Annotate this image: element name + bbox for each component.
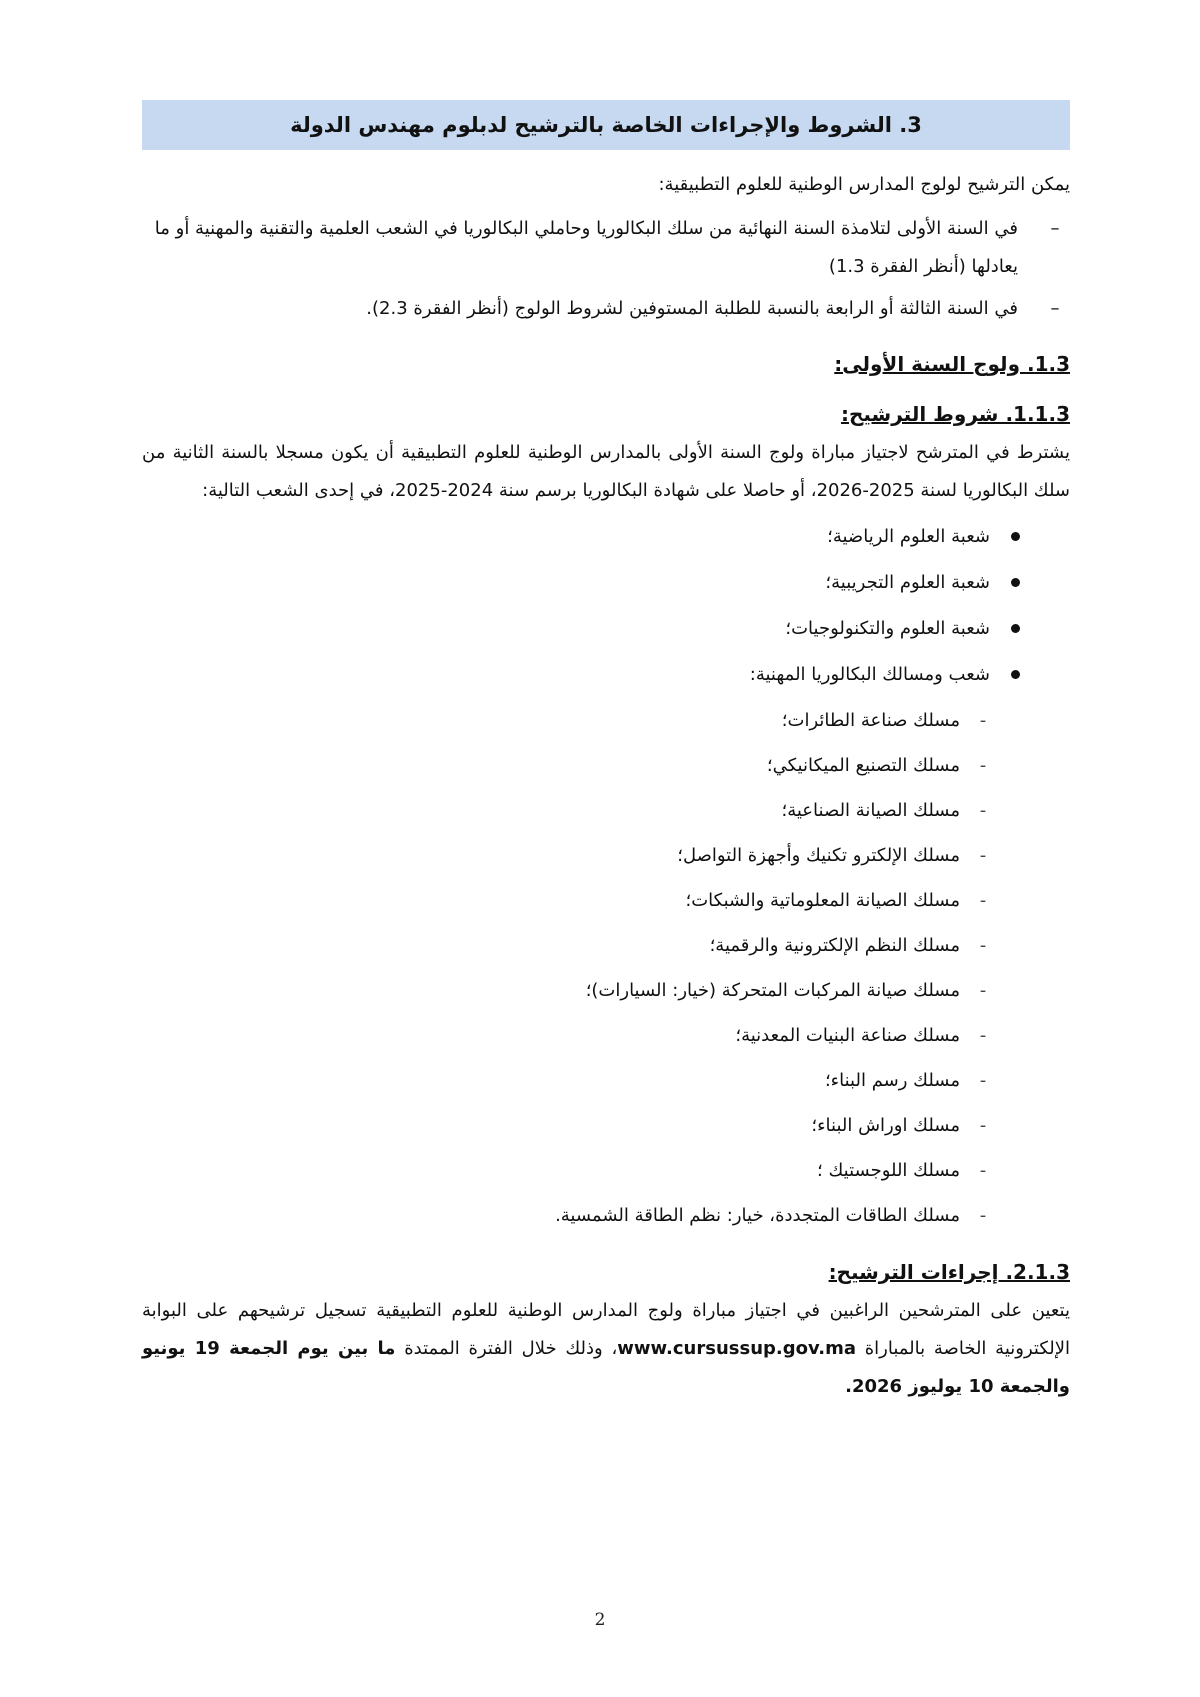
list-item <box>142 968 1070 1013</box>
bullet-dot-icon <box>1011 670 1020 679</box>
list-item-text: مسلك صناعة البنيات المعدنية؛ <box>735 1025 960 1046</box>
procedures-text-continued: ، وذلك خلال الفترة الممتدة <box>395 1338 618 1359</box>
list-item-text: مسلك التصنيع الميكانيكي؛ <box>766 755 960 776</box>
list-item <box>142 514 1070 560</box>
list-item <box>142 923 1070 968</box>
list-item <box>142 833 1070 878</box>
list-item-text: مسلك الإلكترو تكنيك وأجهزة التواصل؛ <box>677 845 960 866</box>
list-item <box>142 560 1070 606</box>
list-item <box>142 698 1070 743</box>
list-item <box>142 652 1070 698</box>
list-item-text: شعب ومسالك البكالوريا المهنية: <box>749 664 990 685</box>
dash-marker: - <box>979 800 987 821</box>
bullet-dot-icon <box>1011 532 1020 541</box>
dash-marker: - <box>979 755 987 776</box>
dash-marker: - <box>979 1205 987 1226</box>
dash-marker: - <box>979 1160 987 1181</box>
registration-period: ما بين يوم الجمعة 19 يونيو والجمعة 10 يوليوز 2026. <box>142 1338 1070 1397</box>
list-item-text: مسلك النظم الإلكترونية والرقمية؛ <box>709 935 960 956</box>
heading-1-3: 1.3. ولوج السنة الأولى: <box>834 352 1070 376</box>
intro-paragraph: يمكن الترشيح لولوج المدارس الوطنية للعلوم التطبيقية: <box>658 174 1070 195</box>
list-item <box>142 1193 1070 1238</box>
conditions-paragraph: يشترط في المترشح لاجتياز مباراة ولوج السنة الأولى بالمدارس الوطنية للعلوم التطبيقية أن يكون مسجلا بالسنة الثانية من سلك البكالوريا لسنة 2025-2026، أو حاصلا على شهادة البكالوريا برسم سنة 2024-2025، في إحدى الشعب التالية: <box>142 442 1070 501</box>
dash-marker: - <box>979 890 987 911</box>
list-item-text: مسلك اللوجستيك ؛ <box>817 1160 960 1181</box>
list-item <box>142 1058 1070 1103</box>
dash-marker: - <box>979 845 987 866</box>
list-item <box>142 606 1070 652</box>
list-item-text: مسلك الطاقات المتجددة، خيار: نظم الطاقة الشمسية. <box>555 1205 960 1226</box>
dash-marker: – <box>1050 218 1060 239</box>
list-item-text: مسلك اوراش البناء؛ <box>811 1115 960 1136</box>
heading-2-1-3: 2.1.3. إجراءات الترشيح: <box>828 1260 1070 1284</box>
list-item-text: شعبة العلوم الرياضية؛ <box>827 526 990 547</box>
list-item <box>142 878 1070 923</box>
list-item <box>142 1103 1070 1148</box>
list-item <box>142 743 1070 788</box>
page-number: 2 <box>594 1610 606 1630</box>
professional-tracks-list <box>142 698 1070 1238</box>
dash-marker: - <box>979 980 987 1001</box>
list-item-text: مسلك رسم البناء؛ <box>824 1070 960 1091</box>
dash-marker: – <box>1050 298 1060 319</box>
list-item <box>142 1148 1070 1193</box>
list-item <box>142 1013 1070 1058</box>
bullet-dot-icon <box>1011 624 1020 633</box>
dash-marker: - <box>979 1115 987 1136</box>
list-item <box>142 210 1070 286</box>
page-content <box>142 100 1070 1406</box>
dash-marker: - <box>979 935 987 956</box>
list-item-text: في السنة الأولى لتلامذة السنة النهائية من سلك البكالوريا وحاملي البكالوريا في الشعب العلمية والتقنية والمهنية أو ما يعادلها (أنظر الفقرة 1.3) <box>154 218 1018 277</box>
dash-marker: - <box>979 1070 987 1091</box>
procedures-paragraph <box>142 1292 1070 1406</box>
intro-list <box>142 210 1070 328</box>
portal-url-link[interactable]: www.cursussup.gov.ma <box>617 1338 856 1359</box>
list-item-text: مسلك الصيانة المعلوماتية والشبكات؛ <box>685 890 960 911</box>
procedures-text: يتعين على المترشحين الراغبين في اجتياز مباراة ولوج المدارس الوطنية للعلوم التطبيقية تسجيل ترشيحهم على البوابة الإلكترونية الخاصة بالمباراة <box>142 1300 1071 1359</box>
bullet-dot-icon <box>1011 578 1020 587</box>
list-item-text: مسلك صيانة المركبات المتحركة (خيار: السيارات)؛ <box>585 980 960 1001</box>
list-item <box>142 290 1070 328</box>
list-item-text: مسلك الصيانة الصناعية؛ <box>781 800 960 821</box>
list-item-text: شعبة العلوم والتكنولوجيات؛ <box>785 618 990 639</box>
list-item-text: في السنة الثالثة أو الرابعة بالنسبة للطلبة المستوفين لشروط الولوج (أنظر الفقرة 2.3). <box>366 298 1018 319</box>
heading-1-1-3: 1.1.3. شروط الترشيح: <box>840 402 1070 426</box>
streams-list <box>142 514 1070 698</box>
dash-marker: - <box>979 710 987 731</box>
dash-marker: - <box>979 1025 987 1046</box>
list-item <box>142 788 1070 833</box>
section-title-banner: 3. الشروط والإجراءات الخاصة بالترشيح لدبلوم مهندس الدولة <box>142 100 1070 150</box>
list-item-text: شعبة العلوم التجريبية؛ <box>825 572 990 593</box>
list-item-text: مسلك صناعة الطائرات؛ <box>781 710 960 731</box>
